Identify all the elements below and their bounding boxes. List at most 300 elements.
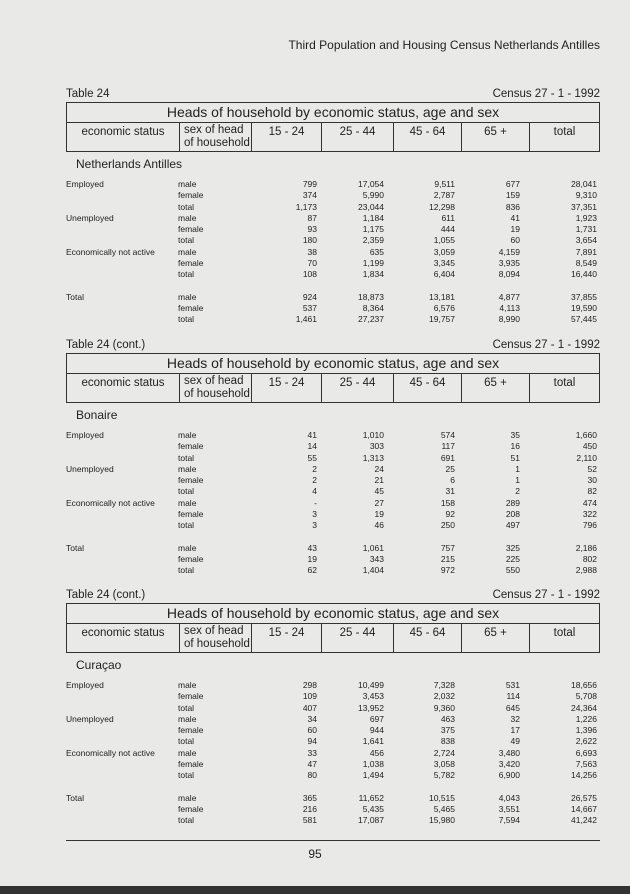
sex-cell: male: [178, 747, 197, 758]
sex-cell: female: [178, 190, 204, 201]
table-row: [66, 441, 600, 452]
value-cell: 27,237: [358, 314, 384, 325]
column-header-row: [67, 374, 599, 402]
table-title-bar: [66, 589, 600, 604]
value-cell: 4,159: [498, 246, 520, 257]
table-row: [66, 770, 600, 781]
value-cell: -: [314, 497, 317, 508]
value-cell: 677: [505, 179, 520, 189]
region-name: Curaçao: [76, 658, 122, 672]
sex-cell: total: [178, 201, 195, 212]
table-row: [66, 520, 600, 531]
value-cell: 1,396: [575, 725, 597, 736]
column-header: 15 - 24: [251, 374, 321, 402]
value-cell: 365: [302, 792, 317, 803]
value-cell: 450: [582, 441, 597, 452]
table-netherlands-antilles: [66, 88, 600, 326]
value-cell: 117: [441, 441, 455, 452]
sex-cell: male: [178, 246, 197, 257]
value-cell: 108: [302, 269, 317, 280]
value-cell: 3,420: [498, 759, 520, 770]
sex-cell: female: [178, 441, 204, 452]
value-cell: 5,782: [433, 770, 455, 781]
value-cell: 17: [510, 725, 520, 736]
value-cell: 322: [582, 509, 597, 520]
value-cell: 407: [302, 702, 317, 713]
sex-cell: female: [178, 725, 204, 736]
economic-status-cell: Economically not active: [66, 747, 155, 758]
value-cell: 836: [505, 201, 520, 212]
value-cell: 2,622: [575, 736, 597, 747]
value-cell: 1,199: [362, 258, 384, 269]
value-cell: 37,351: [571, 201, 597, 212]
value-cell: 70: [307, 258, 317, 269]
value-cell: 18,656: [571, 680, 597, 690]
column-header: economic status: [81, 627, 165, 639]
value-cell: 1,923: [575, 212, 597, 223]
value-cell: 1,184: [362, 212, 384, 223]
value-cell: 6,693: [575, 747, 597, 758]
value-cell: 1,313: [362, 452, 384, 463]
table-row: [66, 213, 600, 224]
value-cell: 93: [307, 224, 317, 235]
value-cell: 158: [440, 497, 455, 508]
sex-cell: male: [178, 680, 197, 690]
value-cell: 3,654: [575, 235, 597, 246]
sex-cell: total: [178, 565, 195, 576]
value-cell: 1,226: [575, 713, 597, 724]
value-cell: 60: [510, 235, 520, 246]
value-cell: 180: [302, 235, 317, 246]
table-row: [66, 235, 600, 246]
value-cell: 57,445: [571, 314, 597, 325]
value-cell: 32: [510, 713, 520, 724]
sex-cell: total: [178, 770, 195, 781]
value-cell: 757: [440, 542, 455, 553]
value-cell: 1: [515, 475, 520, 486]
value-cell: 8,364: [362, 302, 384, 313]
value-cell: 80: [307, 770, 317, 781]
economic-status-cell: Employed: [66, 430, 104, 440]
value-cell: 6,404: [433, 269, 455, 280]
value-cell: 2: [312, 463, 317, 474]
value-cell: 3,935: [498, 258, 520, 269]
value-cell: 10,499: [358, 680, 384, 690]
value-cell: 225: [505, 553, 520, 564]
table-row: [66, 314, 600, 325]
census-date: Census 27 - 1 - 1992: [492, 339, 600, 351]
table-row: [66, 714, 600, 725]
table-row: [66, 247, 600, 258]
value-cell: 38: [307, 246, 317, 257]
value-cell: 456: [369, 747, 384, 758]
value-cell: 5,708: [575, 691, 597, 702]
table-curacao: [66, 589, 600, 827]
value-cell: 1,061: [362, 542, 384, 553]
sex-cell: total: [178, 736, 195, 747]
value-cell: 23,044: [358, 201, 384, 212]
value-cell: 62: [307, 565, 317, 576]
economic-status-cell: Unemployed: [66, 463, 114, 474]
value-cell: 27: [374, 497, 384, 508]
value-cell: 18,873: [358, 291, 384, 302]
value-cell: 298: [302, 680, 317, 690]
value-cell: 924: [302, 291, 317, 302]
economic-status-cell: Unemployed: [66, 713, 114, 724]
table-row: [66, 815, 600, 826]
value-cell: 972: [440, 565, 455, 576]
scan-edge: [0, 886, 630, 894]
sex-cell: male: [178, 463, 197, 474]
value-cell: 82: [587, 486, 597, 497]
column-header: sex of head of household: [179, 123, 251, 151]
column-header: 65 +: [461, 624, 529, 652]
column-header: 25 - 44: [321, 123, 393, 151]
table-row: [66, 258, 600, 269]
table-label: Table 24: [66, 88, 110, 100]
economic-status-cell: Unemployed: [66, 212, 114, 223]
table-row: [66, 680, 600, 691]
value-cell: 31: [445, 486, 455, 497]
value-cell: 13,181: [429, 291, 455, 302]
column-header: 65 +: [461, 374, 529, 402]
column-header-row: [67, 624, 599, 652]
value-cell: 47: [307, 759, 317, 770]
table-label: Table 24 (cont.): [66, 589, 146, 601]
value-cell: 303: [369, 441, 384, 452]
census-date: Census 27 - 1 - 1992: [492, 589, 600, 601]
value-cell: 21: [374, 475, 384, 486]
sex-cell: total: [178, 452, 195, 463]
value-cell: 3,480: [498, 747, 520, 758]
value-cell: 2: [515, 486, 520, 497]
footer-rule: [66, 840, 600, 841]
value-cell: 1,641: [362, 736, 384, 747]
page-number: 95: [308, 847, 322, 861]
sex-cell: male: [178, 792, 197, 803]
value-cell: 2,110: [576, 452, 597, 463]
table-row: [66, 179, 600, 190]
sex-cell: female: [178, 224, 204, 235]
table-bonaire: [66, 339, 600, 577]
value-cell: 19: [374, 509, 384, 520]
value-cell: 463: [440, 713, 455, 724]
value-cell: 1,494: [362, 770, 384, 781]
value-cell: 24: [374, 463, 384, 474]
value-cell: 25: [445, 463, 455, 474]
value-cell: 60: [307, 725, 317, 736]
value-cell: 16,440: [571, 269, 597, 280]
region-name: Netherlands Antilles: [76, 157, 183, 171]
value-cell: 374: [302, 190, 317, 201]
value-cell: 2: [312, 475, 317, 486]
sex-cell: male: [178, 430, 197, 440]
value-cell: 13,952: [358, 702, 384, 713]
value-cell: 208: [505, 509, 520, 520]
value-cell: 343: [369, 553, 384, 564]
table-row: [66, 759, 600, 770]
value-cell: 802: [582, 553, 597, 564]
value-cell: 14,256: [571, 770, 597, 781]
table-row: [66, 543, 600, 554]
value-cell: 15,980: [429, 815, 455, 826]
value-cell: 944: [369, 725, 384, 736]
data-rows: [66, 430, 600, 577]
data-rows: [66, 179, 600, 326]
value-cell: 35: [510, 430, 520, 440]
value-cell: 41: [510, 212, 520, 223]
value-cell: 1,461: [295, 314, 317, 325]
value-cell: 8,094: [498, 269, 520, 280]
table-row: [66, 224, 600, 235]
table-heading: Heads of household by economic status, age and sex: [67, 103, 599, 123]
value-cell: 3,058: [433, 759, 455, 770]
economic-status-cell: Total: [66, 792, 84, 803]
sex-cell: male: [178, 497, 197, 508]
table-heading: Heads of household by economic status, age and sex: [67, 604, 599, 624]
value-cell: 1,660: [575, 430, 597, 440]
table-row: [66, 736, 600, 747]
table-row: [66, 498, 600, 509]
table-row: [66, 509, 600, 520]
table-label: Table 24 (cont.): [66, 339, 146, 351]
value-cell: 14: [307, 441, 317, 452]
value-cell: 3: [312, 520, 317, 531]
value-cell: 1,038: [362, 759, 384, 770]
sex-cell: total: [178, 520, 195, 531]
economic-status-cell: Total: [66, 542, 84, 553]
value-cell: 7,328: [433, 680, 455, 690]
value-cell: 2,186: [575, 542, 597, 553]
column-header: sex of head of household: [179, 374, 251, 402]
value-cell: 7,594: [498, 815, 520, 826]
column-header: 15 - 24: [251, 624, 321, 652]
census-date: Census 27 - 1 - 1992: [492, 88, 600, 100]
value-cell: 5,990: [362, 190, 384, 201]
value-cell: 28,041: [571, 179, 597, 189]
table-row: [66, 486, 600, 497]
sex-cell: female: [178, 258, 204, 269]
value-cell: 43: [307, 542, 317, 553]
sex-cell: female: [178, 553, 204, 564]
value-cell: 375: [440, 725, 455, 736]
table-row: [66, 804, 600, 815]
table-row: [66, 269, 600, 280]
value-cell: 37,855: [571, 291, 597, 302]
value-cell: 33: [307, 747, 317, 758]
value-cell: 1,731: [575, 224, 597, 235]
value-cell: 1,175: [362, 224, 384, 235]
value-cell: 2,359: [362, 235, 384, 246]
value-cell: 537: [302, 302, 317, 313]
sex-cell: female: [178, 302, 204, 313]
region-name: Bonaire: [76, 408, 118, 422]
value-cell: 9,511: [434, 179, 455, 189]
column-header: 45 - 64: [393, 123, 461, 151]
economic-status-cell: Total: [66, 291, 84, 302]
data-rows: [66, 680, 600, 827]
value-cell: 114: [506, 691, 520, 702]
column-header: 25 - 44: [321, 624, 393, 652]
sex-cell: female: [178, 509, 204, 520]
value-cell: 19: [510, 224, 520, 235]
table-row: [66, 303, 600, 314]
table-header-box: [66, 103, 600, 152]
sex-cell: total: [178, 702, 195, 713]
value-cell: 2,988: [575, 565, 597, 576]
sex-cell: male: [178, 542, 197, 553]
value-cell: 697: [369, 713, 384, 724]
table-row: [66, 475, 600, 486]
value-cell: 4,043: [498, 792, 520, 803]
value-cell: 289: [505, 497, 520, 508]
value-cell: 2,787: [433, 190, 455, 201]
sex-cell: total: [178, 486, 195, 497]
value-cell: 581: [302, 815, 317, 826]
value-cell: 497: [505, 520, 520, 531]
value-cell: 17,054: [358, 179, 384, 189]
value-cell: 109: [302, 691, 317, 702]
value-cell: 1,404: [362, 565, 384, 576]
value-cell: 474: [582, 497, 597, 508]
value-cell: 24,364: [571, 702, 597, 713]
sex-cell: total: [178, 269, 195, 280]
value-cell: 645: [505, 702, 520, 713]
value-cell: 838: [440, 736, 455, 747]
table-title-bar: [66, 88, 600, 103]
column-header: 15 - 24: [251, 123, 321, 151]
table-row: [66, 202, 600, 213]
value-cell: 30: [587, 475, 597, 486]
value-cell: 216: [302, 803, 317, 814]
column-header: total: [529, 374, 599, 402]
value-cell: 4,877: [498, 291, 520, 302]
value-cell: 10,515: [429, 792, 455, 803]
economic-status-cell: Employed: [66, 179, 104, 189]
economic-status-cell: Economically not active: [66, 246, 155, 257]
value-cell: 215: [440, 553, 455, 564]
column-header: 45 - 64: [393, 624, 461, 652]
value-cell: 46: [374, 520, 384, 531]
economic-status-cell: Economically not active: [66, 497, 155, 508]
sex-cell: total: [178, 235, 195, 246]
table-row: [66, 793, 600, 804]
value-cell: 12,298: [429, 201, 455, 212]
sex-cell: female: [178, 759, 204, 770]
sex-cell: total: [178, 314, 195, 325]
table-row: [66, 691, 600, 702]
value-cell: 4: [312, 486, 317, 497]
value-cell: 7,891: [575, 246, 597, 257]
value-cell: 19,757: [429, 314, 455, 325]
table-header-box: [66, 604, 600, 653]
value-cell: 1,055: [433, 235, 455, 246]
value-cell: 6,900: [498, 770, 520, 781]
value-cell: 9,310: [575, 190, 597, 201]
value-cell: 9,360: [433, 702, 455, 713]
table-row: [66, 464, 600, 475]
value-cell: 4,113: [499, 302, 520, 313]
value-cell: 550: [505, 565, 520, 576]
value-cell: 34: [307, 713, 317, 724]
value-cell: 250: [440, 520, 455, 531]
value-cell: 51: [510, 452, 520, 463]
value-cell: 8,549: [575, 258, 597, 269]
value-cell: 55: [307, 452, 317, 463]
value-cell: 19,590: [571, 302, 597, 313]
column-header-row: [67, 123, 599, 151]
sex-cell: male: [178, 291, 197, 302]
value-cell: 6,576: [433, 302, 455, 313]
value-cell: 52: [587, 463, 597, 474]
value-cell: 3,453: [362, 691, 384, 702]
value-cell: 1: [515, 463, 520, 474]
value-cell: 92: [445, 509, 455, 520]
value-cell: 635: [369, 246, 384, 257]
table-row: [66, 748, 600, 759]
table-row: [66, 725, 600, 736]
value-cell: 11,652: [358, 792, 384, 803]
sex-cell: male: [178, 179, 197, 189]
value-cell: 2,724: [433, 747, 455, 758]
value-cell: 94: [307, 736, 317, 747]
column-header: 45 - 64: [393, 374, 461, 402]
value-cell: 1,834: [362, 269, 384, 280]
value-cell: 611: [441, 212, 455, 223]
value-cell: 3,551: [498, 803, 520, 814]
table-row: [66, 703, 600, 714]
value-cell: 799: [302, 179, 317, 189]
table-row: [66, 190, 600, 201]
value-cell: 5,435: [362, 803, 384, 814]
value-cell: 49: [510, 736, 520, 747]
value-cell: 41: [307, 430, 317, 440]
table-row: [66, 554, 600, 565]
value-cell: 3,345: [433, 258, 455, 269]
column-header: 65 +: [461, 123, 529, 151]
value-cell: 3: [312, 509, 317, 520]
value-cell: 531: [505, 680, 520, 690]
value-cell: 3,059: [433, 246, 455, 257]
value-cell: 26,575: [571, 792, 597, 803]
table-heading: Heads of household by economic status, age and sex: [67, 354, 599, 374]
column-header: economic status: [81, 377, 165, 389]
table-row: [66, 453, 600, 464]
sex-cell: male: [178, 713, 197, 724]
economic-status-cell: Employed: [66, 680, 104, 690]
value-cell: 7,563: [575, 759, 597, 770]
value-cell: 159: [505, 190, 520, 201]
value-cell: 5,465: [433, 803, 455, 814]
sex-cell: female: [178, 803, 204, 814]
value-cell: 17,087: [358, 815, 384, 826]
column-header: 25 - 44: [321, 374, 393, 402]
value-cell: 574: [440, 430, 455, 440]
table-row: [66, 565, 600, 576]
sex-cell: female: [178, 475, 204, 486]
value-cell: 444: [440, 224, 455, 235]
table-header-box: [66, 354, 600, 403]
value-cell: 796: [582, 520, 597, 531]
column-header: economic status: [81, 126, 165, 138]
value-cell: 1,010: [362, 430, 384, 440]
running-header: Third Population and Housing Census Netherlands Antilles: [288, 38, 600, 52]
value-cell: 691: [440, 452, 455, 463]
value-cell: 2,032: [433, 691, 455, 702]
column-header: total: [529, 624, 599, 652]
table-row: [66, 292, 600, 303]
table-title-bar: [66, 339, 600, 354]
